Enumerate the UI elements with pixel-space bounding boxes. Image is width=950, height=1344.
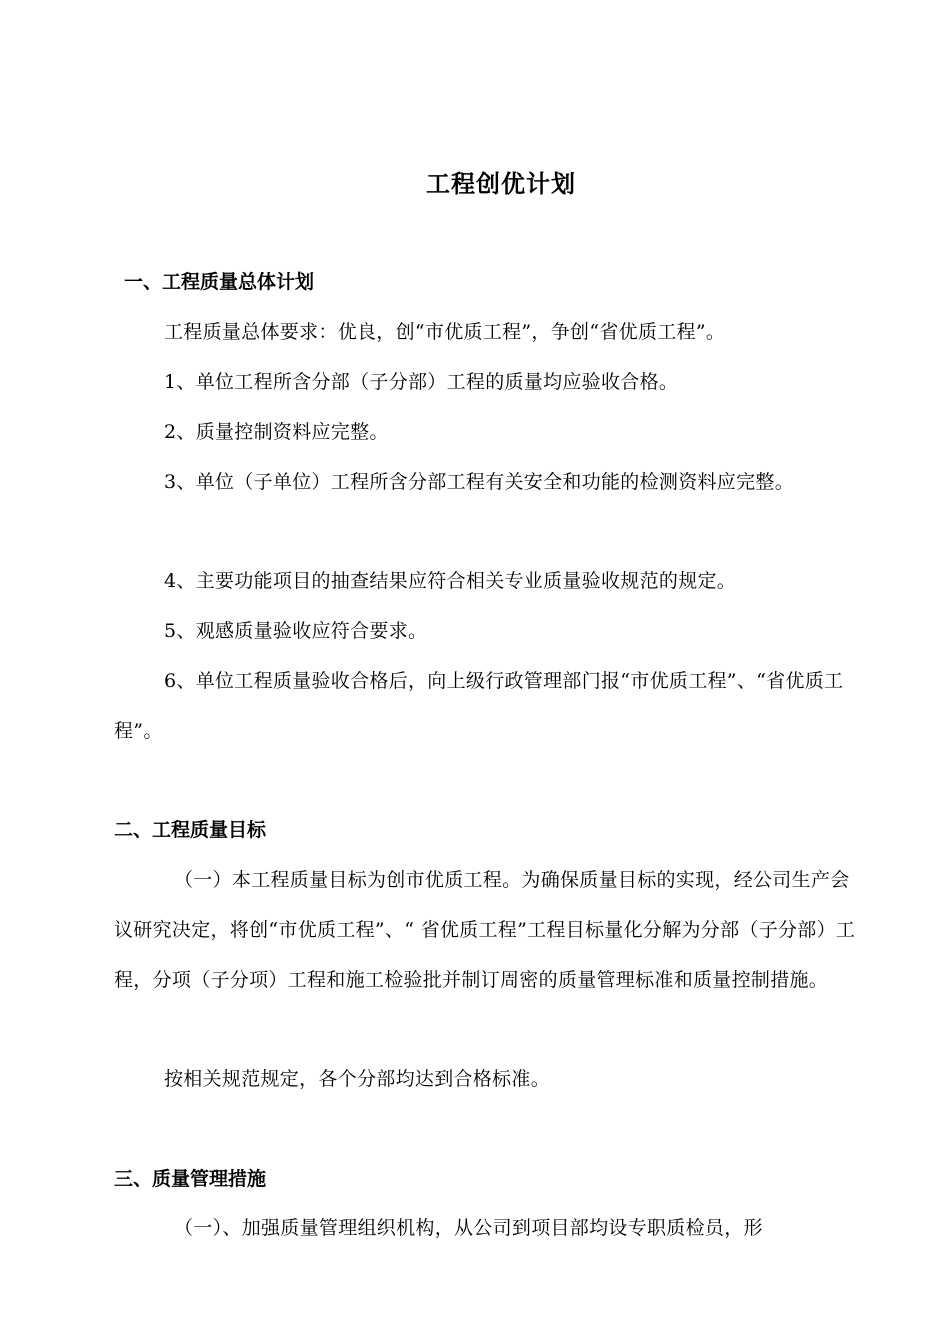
paragraph: 5、观感质量验收应符合要求。 [164,620,428,642]
document-title: 工程创优计划 [426,170,576,198]
paragraph: 工程质量总体要求：优良，创“市优质工程”，争创“省优质工程”。 [164,321,726,343]
paragraph: （一）本工程质量目标为创市优质工程。为确保质量目标的实现，经公司生产会议研究决定，将创“市优质工程”、“ 省优质工程”工程目标量化分解为分部（子分部）工程，分项（子分项）工程和施工检验批并制订周密的质量管理标准和质量控制措施。 [114,869,856,991]
paragraph: 按相关规范规定，各个分部均达到合格标准。 [164,1068,551,1090]
paragraph: 2、质量控制资料应完整。 [164,421,389,443]
paragraph: 4、主要功能项目的抽查结果应符合相关专业质量验收规范的规定。 [164,570,737,592]
paragraph: 3、单位（子单位）工程所含分部工程有关安全和功能的检测资料应完整。 [164,471,794,493]
section-heading-overall-plan: 一、工程质量总体计划 [124,271,315,293]
section-heading-quality-target: 二、工程质量目标 [114,819,267,841]
paragraph: （一）、加强质量管理组织机构，从公司到项目部均设专职质检员，形 [174,1217,763,1239]
section-heading-quality-measures: 三、质量管理措施 [114,1168,267,1190]
paragraph: 1、单位工程所含分部（子分部）工程的质量均应验收合格。 [164,371,679,393]
paragraph: 6、单位工程质量验收合格后，向上级行政管理部门报“市优质工程”、“省优质工程”。 [114,670,844,742]
